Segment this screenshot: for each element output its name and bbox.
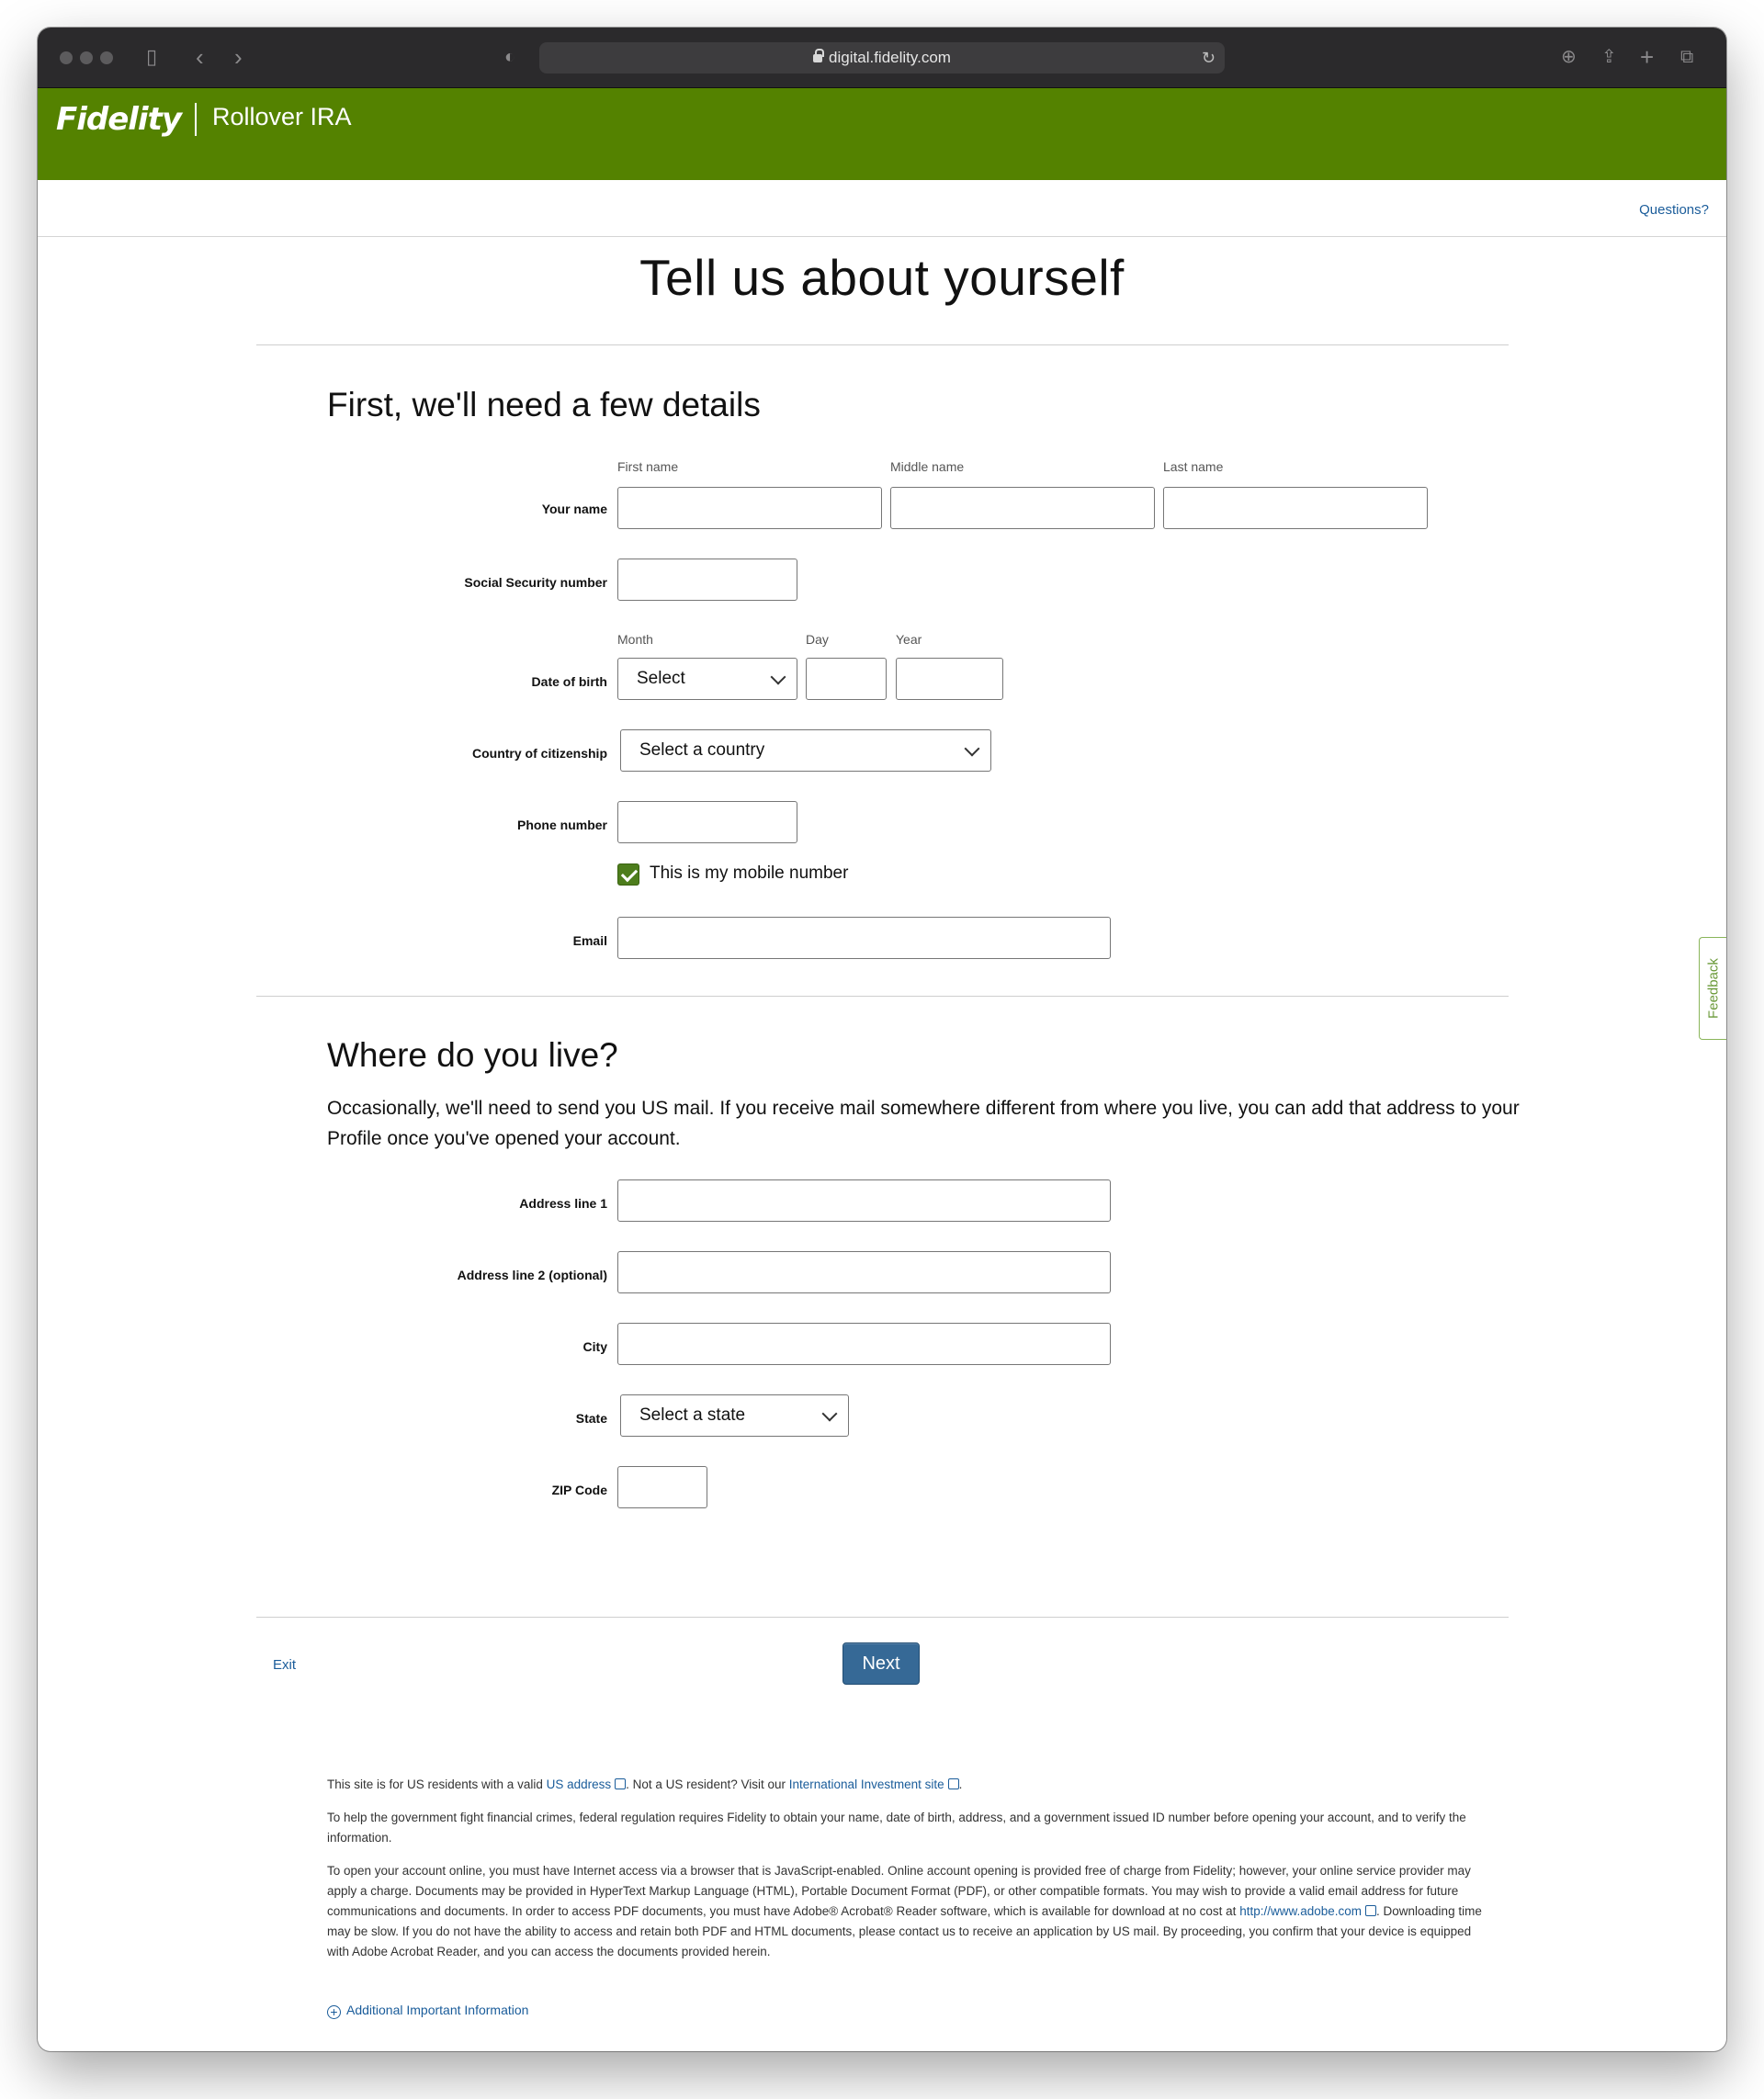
us-address-link[interactable]: US address: [546, 1777, 612, 1791]
tab-overview-icon[interactable]: ⧉: [1680, 47, 1694, 67]
divider: [256, 344, 1509, 345]
year-label: Year: [896, 632, 922, 647]
plus-circle-icon: +: [327, 2005, 341, 2019]
day-label: Day: [806, 632, 829, 647]
month-select[interactable]: [617, 658, 797, 700]
month-select-value: Select: [637, 669, 685, 688]
address1-label: Address line 1: [519, 1196, 607, 1211]
utility-bar: [38, 180, 1726, 237]
email-label: Email: [572, 933, 607, 948]
header-divider: [195, 103, 197, 136]
city-input[interactable]: [617, 1323, 1111, 1365]
address2-label: Address line 2 (optional): [457, 1268, 607, 1282]
address-intro: Occasionally, we'll need to send you US mail. If you receive mail somewhere different from where you live, you can add that address to your Profile once you've opened your account.: [327, 1098, 1520, 1149]
footer-residency-note: [327, 1775, 1494, 1795]
zoom-window-button[interactable]: [100, 51, 113, 64]
chevron-down-icon: [771, 670, 786, 685]
additional-info-link[interactable]: [327, 2003, 528, 2017]
first-name-input[interactable]: [617, 487, 882, 529]
footer-text: This site is for US residents with a valid: [327, 1777, 543, 1791]
phone-input[interactable]: [617, 801, 797, 843]
zip-label: ZIP Code: [551, 1483, 607, 1497]
url-text: digital.fidelity.com: [829, 49, 951, 66]
footer-regulation-note: To help the government fight financial crimes, federal regulation requires Fidelity to obtain your name, date of birth, address, and a government issued ID number before opening your account, and to verify the information.: [327, 1811, 1466, 1845]
share-icon[interactable]: ⇪: [1601, 47, 1617, 67]
lock-icon: [813, 54, 822, 62]
product-title: Rollover IRA: [212, 103, 352, 130]
email-input[interactable]: [617, 917, 1111, 959]
country-select-value: Select a country: [639, 740, 765, 760]
sidebar-icon[interactable]: ▯: [146, 45, 158, 68]
last-name-input[interactable]: [1163, 487, 1428, 529]
footer-text: To open your account online, you must have Internet access via a browser that is JavaScript-enabled. Online account opening is provided free of charge from Fidelity; however, your online service provider may apply a charge. Documents may be provided in HyperText Markup Language (HTML), Portable Document Format (PDF), or other compatible formats. You may wish to provide a valid email address for future communications and documents. In order to access PDF documents, you must have Adobe® Acrobat® Reader software, which is available for download at no cost at: [327, 1864, 1471, 1918]
zip-input[interactable]: [617, 1466, 707, 1508]
ssn-input[interactable]: [617, 559, 797, 601]
international-site-link[interactable]: International Investment site: [788, 1777, 944, 1791]
external-link-icon: [615, 1778, 626, 1789]
your-name-label: Your name: [541, 502, 607, 516]
divider: [256, 996, 1509, 997]
footer-text: .: [958, 1777, 963, 1791]
close-window-button[interactable]: [60, 51, 73, 64]
browser-window: [38, 28, 1726, 2051]
state-select[interactable]: [620, 1394, 849, 1437]
state-label: State: [575, 1411, 607, 1426]
chevron-down-icon: [822, 1406, 838, 1422]
feedback-tab[interactable]: [1699, 937, 1726, 1040]
mobile-number-checkbox[interactable]: [617, 863, 639, 886]
last-name-label: Last name: [1163, 459, 1224, 474]
footer-text: . Not a US resident? Visit our: [626, 1777, 786, 1791]
back-icon[interactable]: ‹: [196, 43, 204, 71]
next-button[interactable]: Next: [842, 1642, 920, 1685]
exit-link[interactable]: Exit: [273, 1657, 297, 1673]
first-name-label: First name: [617, 459, 679, 474]
questions-link[interactable]: Questions?: [1639, 202, 1709, 218]
external-link-icon: [948, 1778, 959, 1789]
minimize-window-button[interactable]: [80, 51, 93, 64]
address-section-title: Where do you live?: [327, 1036, 618, 1074]
address-bar[interactable]: [539, 42, 1225, 73]
external-link-icon: [1365, 1905, 1376, 1916]
middle-name-label: Middle name: [890, 459, 965, 474]
downloads-icon[interactable]: ⊕: [1561, 47, 1577, 67]
feedback-label: Feedback: [1705, 958, 1721, 1019]
ssn-label: Social Security number: [464, 575, 607, 590]
mobile-number-label[interactable]: This is my mobile number: [650, 863, 849, 883]
city-label: City: [582, 1339, 607, 1354]
middle-name-input[interactable]: [890, 487, 1155, 529]
footer-text: . Downloading time may be slow. If you do not have the ability to access and retain both PDF and HTML documents, please contact us to receive an application by US mail. By proceeding, you confirm that your device is equipped with Adobe Acrobat Reader, and you can access the documents provided herein.: [327, 1904, 1482, 1958]
footer-online-access-note: [327, 1861, 1494, 1962]
privacy-shield-icon[interactable]: ◐: [504, 47, 516, 67]
page-title: Tell us about yourself: [639, 249, 1125, 306]
brand-header: [38, 88, 1726, 180]
address1-input[interactable]: [617, 1179, 1111, 1222]
forward-icon[interactable]: ›: [234, 43, 243, 71]
country-select[interactable]: [620, 729, 991, 772]
chevron-down-icon: [965, 741, 980, 757]
day-input[interactable]: [806, 658, 887, 700]
browser-toolbar: [38, 28, 1726, 88]
adobe-link[interactable]: http://www.adobe.com: [1239, 1904, 1363, 1918]
details-section-title: First, we'll need a few details: [327, 386, 761, 423]
year-input[interactable]: [896, 658, 1003, 700]
month-label: Month: [617, 632, 653, 647]
new-tab-icon[interactable]: +: [1640, 43, 1655, 71]
address2-input[interactable]: [617, 1251, 1111, 1293]
country-label: Country of citizenship: [472, 746, 607, 761]
fidelity-logo[interactable]: Fidelity: [56, 101, 182, 138]
reload-icon[interactable]: ↻: [1201, 49, 1216, 67]
dob-label: Date of birth: [531, 674, 607, 689]
additional-info-label: Additional Important Information: [346, 2003, 529, 2017]
state-select-value: Select a state: [639, 1405, 746, 1425]
divider: [256, 1617, 1509, 1618]
phone-label: Phone number: [516, 818, 607, 832]
